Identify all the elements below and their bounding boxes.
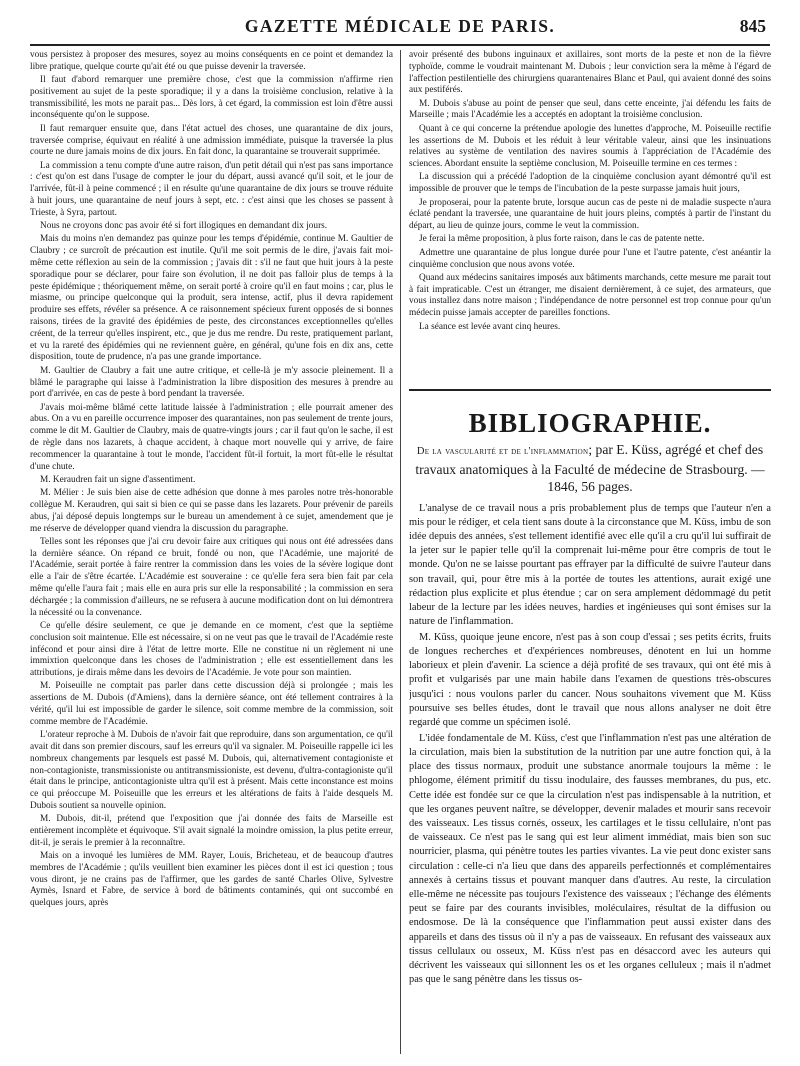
paragraph: Je proposerai, pour la patente brute, lorsque aucun cas de peste ni de maladie suspecte n'aura éclaté pendant la traversée, une quarantaine de huit jours pleins, comptés à partir de l'instant du départ, au lieu de quinze jours, comme le veut la commission. [409,197,771,232]
paragraph: Nous ne croyons donc pas avoir été si fort illogiques en demandant dix jours. [40,221,328,232]
paragraph: Il faut remarquer ensuite que, dans l'état actuel des choses, une quarantaine de dix jours, traversée comprise, équivaut en réalité à une admission immédiate, puisque la traversée la plus courte ne dure jamais moins de dix jours. En fait donc, la quarantaine se trouverait supprimée. [30,123,393,158]
section-title: BIBLIOGRAPHIE. [468,408,712,438]
paragraph: La commission a tenu compte d'une autre raison, d'un petit détail qui n'est pas sans importance : c'est qu'on est dans l'usage de compter le jour du départ, aussi avancé qu'il soit, et le jour de l'arrivée, fût-il à peine commencé ; il en résulte qu'une quarantaine de dix jours se trouve réduite à huit jours, une quarantaine de neuf jours à sept, etc. : c'est ainsi que les choses se passent à Trieste, à Syra, partout. [30,160,393,218]
paragraph: J'avais moi-même blâmé cette latitude laissée à l'administration ; elle pourrait amener des abus. On a vu en pareille occurrence imposer des quarantaines, non pas seulement de trente jours, comme le dit M. Gaultier de Claubry, mais de quatre-vingts jours ; car il faut qu'on le sache, il est de règle dans nos lazarets, à chaque accident, à chaque mort nouvelle qui y arrive, de faire recommencer la quarantaine à tout le monde, l'accident fût-il fortuit, la mort fût-elle le résultat d'une chute. [30,402,393,472]
paragraph: L'idée fondamentale de M. Küss, c'est que l'inflammation n'est pas une altération de la circulation, mais bien la substitution de la nutrition par une autre fonction qui, à la place des tissus normaux, produit une substance anormale toujours la même : le phlogome, élément primitif du tissu inodulaire, des fausses membranes, du pus, etc. Cette idée est fondée sur ce que la circulation n'est pas indispensable à la nutrition, et que les organes peuvent naître, se développer, devenir malades et mourir sans recevoir des vaisseaux. Les tissus cornés, osseux, les cartilages et le tissu cellulaire, n'ont pas de vaisseaux. Ce n'est pas le sang qui est leur aliment immédiat, mais bien son suc nourricier, plasma, qui pénètre toutes les parties vivantes. La vie peut donc exister sans circulation : celle-ci n'a lieu que dans des appareils perfectionnés et complémentaires annexés à certains tissus et pouvant manquer dans d'autres. Au reste, la circulation elle-même ne nécessite pas toujours l'existence des vaisseaux ; l'échange des éléments peut se faire par des courants invisibles, moléculaires, résultat de la diffusion ou endosmose. De là la conséquence que l'inflammation peut aussi exister dans des appareils et dans des tissus où il n'y a pas de vaisseaux. En refusant des vaisseaux aux tissus cellulaux ou osseux, M. Küss n'est pas en désaccord avec les auteurs qui décrivent les vaisseaux qui sillonnent les os et les organes celluleux ; mais il n'admet pas que le sang pénètre dans les tissus os- [409,732,771,986]
header-rule [30,44,770,46]
bibliography-section [409,405,771,989]
paragraph: Mais du moins n'en demandez pas quinze pour les temps d'épidémie, continue M. Gaultier de Claubry ; ce surcroît de précaution est inutile. Qu'il me soit permis de le dire, j'avais fait moi-même cette réflexion au sein de la commission ; j'avais dit : s'il ne faut que huit jours à la peste sporadique pour se déclarer, pour faire son évolution, il ne doit pas falloir plus de temps à la peste épidémique ; théoriquement même, on serait porté à croire qu'il en faut moins ; car, plus le miasme, ou principe quelconque qui la produit, sera intense, actif, plus il devra rapidement produire ses effets, révéler sa présence. A ce raisonnement spécieux furent opposés de si bonnes raisons, tirées de la gravité des épidémies de peste, des circonstances exceptionnelles qu'elles créent, de la terreur qu'elles inspirent, etc., que je dus me rendre. Du reste, pratiquement parlant, et vu la rareté des épidémies qui ne reviennent guère, en général, qu'une fois en dix ans, cette disposition, toute de prudence, n'a pas une grande importance. [30,234,393,363]
paragraph: Telles sont les réponses que j'ai cru devoir faire aux critiques qui nous ont été adressées dans la dernière séance. On répand ce bruit, fondé ou non, que l'Académie, une majorité de l'Académie, serait portée à faire rentrer la commission dans les voies de la sévère logique dont elle a l'air de s'être écartée. L'Académie est souveraine : ce qu'elle fera sera bien fait par cela même qu'elle l'aura fait ; mais elle en aura pris sur elle la responsabilité ; la commission en sera déchargée ; la commission d'ailleurs, ne se refusera à aucune modification dont on lui démontrera la nécessité ou la convenance. [30,536,393,618]
work-title-author: ; par E. Küss, agrégé et chef des travaux anatomiques à la Faculté de médecine de Strasbourg. — 1846, 56 pages. [415,442,765,494]
column-divider [400,50,401,1054]
paragraph: M. Gaultier de Claubry a fait une autre critique, et celle-là je m'y associe pleinement. Il a blâmé le paragraphe qui laisse à l'administration la libre disposition des mesures à prendre au port d'arrivée, en cas de peste à bord pendant la traversée. [30,365,393,400]
page-number: 845 [739,16,766,36]
bibliography-body [409,502,771,988]
work-title [409,441,771,496]
paragraph: Admettre une quarantaine de plus longue durée pour l'une et l'autre patente, c'est anéantir la cinquième conclusion que nous avons votée. [409,247,771,270]
paragraph: Quant à ce qui concerne la prétendue apologie des lunettes d'approche, M. Poiseuille rectifie les assertions de M. Dubois et les réduit à leur véritable valeur, ainsi que les insinuations relatives au système de ventilation des navires soumis à l'appréciation de l'Académie des sciences. Abordant ensuite la septième conclusion, M. Poiseuille termine en ces termes : [409,123,771,170]
paragraph: Ce qu'elle désire seulement, ce que je demande en ce moment, c'est que la septième conclusion soit maintenue. Elle est nécessaire, si on ne veut pas que le travail de l'Académie reste infécond et pour ainsi dire à l'état de lettre morte. Elle ne constitue ni un règlement ni une immixtion quelconque dans les choses de l'administration ; elle est essentiellement dans les attributions, je dirais même dans les devoirs de l'Académie. Je vote pour son maintien. [30,620,393,679]
paragraph: vous persistez à proposer des mesures, soyez au moins conséquents en ce point et demandez la libre pratique, quelque courte qu'ait été ou que puisse devenir la traversée. [30,50,393,72]
section-separator [409,389,771,391]
paragraph: L'analyse de ce travail nous a pris probablement plus de temps que l'auteur n'en a mis pour le rédiger, et cela tient sans doute à la circonstance que M. Küss, imbu de son idée depuis des années, s'est tellement identifié avec elle qu'il a cru qu'il lui suffirait de la jeter sur le papier telle qu'il la comprenait lui-même pour être compris de tout le monde. Qu'on ne se laisse pourtant pas effrayer par la difficulté de suivre l'auteur dans son travail, qui, pour être mis à la portée de toutes les attentions, aurait exigé une rédaction plus explicite et plus étendue ; car on sera amplement dédommagé du petit labeur de la lecture par les idées neuves, hardies et ingénieuses qui sont émises sur la nature de l'inflammation. [409,502,771,628]
paragraph: Il faut d'abord remarquer une première chose, c'est que la commission n'affirme rien positivement au sujet de la peste sporadique; il y a dans la troisième conclusion, relative à la transmissibilité, les mots ne parait pas... Dès lors, à cet égard, la commission est loin d'être aussi inconséquente qu'on le suppose. [30,75,393,121]
paragraph: Quand aux médecins sanitaires imposés aux bâtiments marchands, cette mesure me parait tout à fait impraticable. C'est un étranger, me disaient dernièrement, à ce sujet, des armateurs, que vous installez dans notre maison ; l'indépendance de notre personnel est trop connue pour qu'un médecin puisse jamais accepter de pareilles fonctions. [409,272,771,319]
paragraph: M. Dubois, dit-il, prétend que l'exposition que j'ai donnée des faits de Marseille est entièrement incomplète et équivoque. S'il avait signalé la moindre omission, la plus petite erreur, dit-il, je serais le premier à la reconnaître. [30,814,393,848]
paragraph: M. Keraudren fait un signe d'assentiment. [40,474,196,485]
paragraph: Mais on a invoqué les lumières de MM. Rayer, Louis, Bricheteau, et de beaucoup d'autres membres de l'Académie ; qu'ils veuillent bien examiner les pièces dont il est ici question ; tous vous diront, je ne crains pas de l'affirmer, que les gardes de santé Charles Olive, Sylvestre Aymès, Isnard et Fabre, de service à bord de bâtiments contaminés, qui ont succombé en quelques jours, après [30,851,393,909]
paragraph: Je ferai la même proposition, à plus forte raison, dans le cas de patente nette. [419,234,705,245]
paragraph: M. Poiseuille ne comptait pas parler dans cette discussion déjà si prolongée ; mais les assertions de M. Dubois (d'Amiens), dans la dernière séance, ont été tellement contraires à la vérité, qu'il lui est impossible de garder le silence, soit comme membre de la commission, soit comme membre de l'Académie. [30,681,393,727]
paragraph: avoir présenté des bubons inguinaux et axillaires, sont morts de la peste et non de la fièvre typhoïde, comme le voudrait maintenant M. Dubois ; leur conviction sera la même à l'égard de l'affection pestilentielle des chirurgiens quarantenaires Blanc et Paul, qui avaient donné des soins aux pestiférés. [409,50,771,96]
paragraph: M. Dubois s'abuse au point de penser que seul, dans cette enceinte, j'ai défendu les faits de Marseille ; mais l'Académie les a acceptés en adoptant la troisième conclusion. [409,98,771,121]
work-title-subject: De la vascularité et de l'inflammation [416,446,589,457]
paragraph: M. Mélier : Je suis bien aise de cette adhésion que donne à mes paroles notre très-honorable collègue M. Keraudren, qui sait si bien ce qui se passe dans les lazarets. Pour prévenir de pareils abus, j'ai déposé depuis longtemps sur le bureau un amendement à ce sujet, amendement que je me réserve de développer quand viendra la discussion du paragraphe. [30,488,393,534]
paragraph: L'orateur reproche à M. Dubois de n'avoir fait que reproduire, dans son argumentation, ce qu'il avait dit dans son premier discours, sauf les erreurs qu'il va signaler. M. Poiseuille rappelle ici les nombreux changements par lesquels est passé M. Dubois, qui, alternativement contagioniste et non-contagioniste, transmissioniste ou antitransmissioniste, est devenu, d'ultra-contagioniste qu'il était dans le principe, anticontagioniste ultra qu'il est à présent. Mais cette inconstance est moins ce qui préoccupe M. Poiseuille que les erreurs et les altérations de faits à l'aide desquels M. Dubois soutient sa nouvelle opinion. [30,730,393,811]
paragraph: La discussion qui a précédé l'adoption de la cinquième conclusion ayant démontré qu'il est impossible de prouver que le temps de l'incubation de la peste surpasse jamais huit jours, [409,172,771,195]
right-column [409,50,771,1054]
paragraph: M. Küss, quoique jeune encore, n'est pas à son coup d'essai ; ses petits écrits, fruits de longues recherches et d'expériences nombreuses, dénotent en lui un homme laborieux et plein d'avenir. La science a déjà profité de ses travaux, qui ont été mis à profit et vulgarisés par une main habile dans l'examen de questions très-obscures jusqu'ici : nous voulons parler du cancer. Nous souhaitons vivement que M. Küss poursuive ses belles études, dont le travail que nous allons analyser ne doit être regardé que comme un spécimen isolé. [409,631,771,729]
page-header [30,14,770,42]
session-report [409,50,771,333]
left-column [30,50,393,1054]
journal-title: GAZETTE MÉDICALE DE PARIS. [244,16,556,36]
paragraph: La séance est levée avant cinq heures. [419,321,561,332]
